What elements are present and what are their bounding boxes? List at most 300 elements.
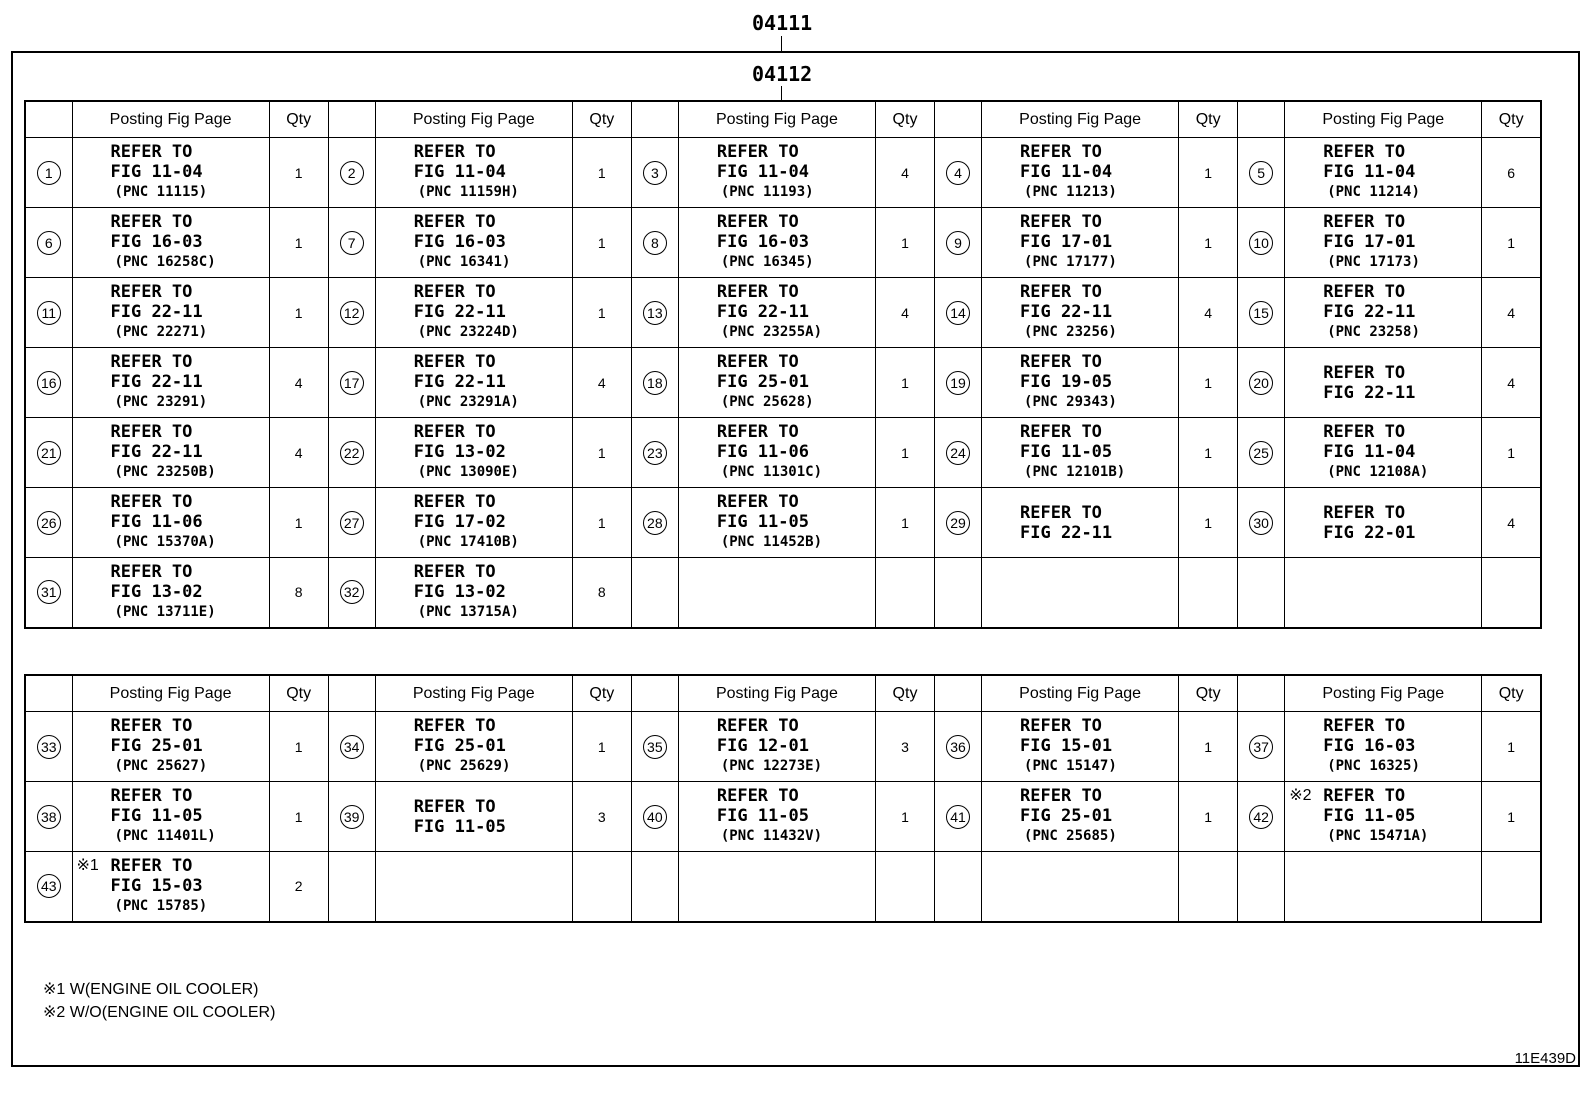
header-posting: Posting Fig Page [982, 675, 1179, 712]
refer-line: REFER TO [413, 492, 496, 512]
footnote-1: ※1 W(ENGINE OIL COOLER) [43, 981, 259, 998]
item-number-cell [631, 208, 678, 278]
refer-block [982, 422, 1178, 483]
refer-block [376, 422, 572, 483]
qty-cell: 4 [1482, 278, 1541, 348]
reference-cell [1285, 138, 1482, 208]
pnc-line: (PNC 15785) [114, 897, 208, 914]
pnc-line: (PNC 25627) [114, 758, 208, 774]
pnc-line: (PNC 11214) [1327, 184, 1420, 200]
fig-line: FIG 11-04 [716, 162, 809, 182]
item-number-cell [25, 418, 72, 488]
qty-cell: 4 [875, 138, 934, 208]
pnc-line: (PNC 11159H) [417, 184, 519, 200]
pnc-line: (PNC 15370A) [114, 534, 216, 550]
reference-cell [678, 278, 875, 348]
item-number-cell [935, 278, 982, 348]
header-qty: Qty [572, 101, 631, 138]
item-number-cell [25, 138, 72, 208]
pnc-line: (PNC 11432V) [720, 828, 823, 844]
table-row [25, 208, 1541, 278]
pnc-line: (PNC 29343) [1024, 394, 1117, 410]
header-posting: Posting Fig Page [1285, 101, 1482, 138]
table-row [25, 348, 1541, 418]
refer-line: REFER TO [716, 352, 799, 372]
table-row [25, 418, 1541, 488]
reference-cell [1285, 348, 1482, 418]
item-number-circle: 39 [340, 805, 364, 829]
item-number-circle: 4 [946, 161, 970, 185]
qty-cell: 1 [572, 278, 631, 348]
item-number-cell [935, 852, 982, 922]
pnc-line: (PNC 16325) [1327, 758, 1420, 774]
fig-line: FIG 22-11 [413, 302, 506, 322]
reference-cell [678, 488, 875, 558]
refer-line: REFER TO [413, 352, 496, 372]
reference-cell [72, 488, 269, 558]
refer-line: REFER TO [1020, 212, 1102, 232]
table-row [25, 782, 1541, 852]
qty-cell: 1 [1179, 138, 1238, 208]
qty-cell: 1 [269, 138, 328, 208]
fig-line: FIG 17-02 [413, 512, 506, 532]
reference-cell [375, 278, 572, 348]
fig-line: FIG 11-05 [413, 816, 506, 837]
header-posting: Posting Fig Page [375, 675, 572, 712]
item-number-cell [1238, 488, 1285, 558]
item-number-cell [935, 712, 982, 782]
item-number-circle: 43 [37, 874, 61, 898]
reference-cell [1285, 782, 1482, 852]
reference-cell [375, 852, 572, 922]
item-number-circle: 27 [340, 511, 364, 535]
qty-cell: 6 [1482, 138, 1541, 208]
refer-block [376, 142, 572, 203]
qty-cell: 1 [572, 488, 631, 558]
fig-line: FIG 11-04 [1323, 162, 1416, 182]
qty-cell: 1 [572, 138, 631, 208]
header-posting: Posting Fig Page [982, 101, 1179, 138]
refer-line: REFER TO [1323, 786, 1406, 806]
fig-line: FIG 11-05 [716, 512, 809, 532]
qty-cell [1482, 852, 1541, 922]
header-index [25, 101, 72, 138]
fig-line: FIG 16-03 [716, 232, 809, 252]
fig-line: FIG 22-01 [1323, 522, 1416, 543]
footnote-2: ※2 W/O(ENGINE OIL COOLER) [43, 1004, 276, 1021]
item-number-cell [328, 712, 375, 782]
qty-cell: 8 [572, 558, 631, 628]
pnc-line: (PNC 12108A) [1327, 464, 1429, 480]
reference-cell [72, 852, 269, 922]
refer-line: REFER TO [1323, 282, 1406, 302]
pnc-line: (PNC 16341) [417, 254, 511, 270]
fig-line: FIG 22-11 [413, 372, 506, 392]
pnc-line: (PNC 23258) [1327, 324, 1420, 340]
item-number-cell [1238, 712, 1285, 782]
item-number-cell [25, 558, 72, 628]
refer-line: REFER TO [110, 422, 193, 442]
item-number-circle: 33 [37, 735, 61, 759]
refer-block [376, 212, 572, 273]
refer-block [73, 422, 269, 483]
table-row [25, 712, 1541, 782]
item-number-circle: 30 [1249, 511, 1273, 535]
header-index [935, 675, 982, 712]
reference-cell [982, 418, 1179, 488]
refer-block [73, 212, 269, 273]
reference-cell [72, 348, 269, 418]
fig-line: FIG 11-04 [413, 162, 506, 182]
qty-cell: 1 [1482, 782, 1541, 852]
reference-cell [72, 208, 269, 278]
reference-cell [375, 782, 572, 852]
fig-line: FIG 22-11 [110, 442, 203, 462]
fig-line: FIG 15-01 [1020, 736, 1113, 756]
refer-block [679, 422, 875, 483]
reference-cell [982, 782, 1179, 852]
item-number-cell [1238, 558, 1285, 628]
item-number-circle: 3 [643, 161, 667, 185]
reference-cell [678, 852, 875, 922]
item-number-cell [328, 852, 375, 922]
item-number-cell [631, 782, 678, 852]
fig-line: FIG 25-01 [110, 736, 203, 756]
item-number-circle: 29 [946, 511, 970, 535]
pnc-line: (PNC 23256) [1024, 324, 1117, 340]
item-number-circle: 8 [643, 231, 667, 255]
item-number-circle: 13 [643, 301, 667, 325]
fig-line: FIG 25-01 [413, 736, 506, 756]
item-number-circle: 6 [37, 231, 61, 255]
fig-line: FIG 17-01 [1020, 232, 1113, 252]
reference-cell [375, 488, 572, 558]
header-qty: Qty [875, 101, 934, 138]
item-number-cell [1238, 208, 1285, 278]
fig-line: FIG 22-11 [110, 302, 203, 322]
qty-cell [572, 852, 631, 922]
reference-cell [72, 712, 269, 782]
item-number-circle: 14 [946, 301, 970, 325]
item-number-circle: 1 [37, 161, 61, 185]
parts-table-1 [24, 100, 1542, 629]
item-number-circle: 37 [1249, 735, 1273, 759]
refer-block [679, 282, 875, 343]
refer-block [1285, 142, 1481, 203]
pnc-line: (PNC 12273E) [720, 758, 823, 774]
qty-cell: 1 [1179, 418, 1238, 488]
fig-line: FIG 22-11 [1020, 522, 1113, 543]
fig-line: FIG 22-11 [1323, 382, 1416, 403]
parts-table-2 [24, 674, 1542, 923]
refer-line: REFER TO [413, 796, 496, 817]
qty-cell [875, 852, 934, 922]
pnc-line: (PNC 23250B) [114, 464, 216, 480]
pnc-line: (PNC 12101B) [1024, 464, 1126, 480]
item-number-cell [328, 278, 375, 348]
item-number-cell [25, 348, 72, 418]
item-number-circle: 20 [1249, 371, 1273, 395]
refer-block [376, 797, 572, 837]
qty-cell: 1 [1179, 712, 1238, 782]
pnc-line: (PNC 23291) [114, 394, 208, 410]
fig-line: FIG 22-11 [110, 372, 203, 392]
refer-line: REFER TO [1323, 142, 1406, 162]
refer-block [982, 212, 1178, 273]
fig-line: FIG 12-01 [716, 736, 809, 756]
reference-cell [982, 852, 1179, 922]
reference-cell [678, 558, 875, 628]
reference-cell [1285, 558, 1482, 628]
item-number-cell [935, 558, 982, 628]
refer-line: REFER TO [716, 716, 799, 736]
refer-line: REFER TO [1020, 142, 1102, 162]
reference-cell [982, 558, 1179, 628]
header-posting: Posting Fig Page [678, 101, 875, 138]
pnc-line: (PNC 23224D) [417, 324, 519, 340]
fig-line: FIG 11-05 [110, 806, 203, 826]
item-number-cell [631, 558, 678, 628]
table-row [25, 558, 1541, 628]
refer-line: REFER TO [110, 855, 193, 876]
table-row [25, 138, 1541, 208]
reference-cell [678, 138, 875, 208]
subassembly-code: 04112 [752, 62, 813, 86]
pnc-line: (PNC 13090E) [417, 464, 519, 480]
refer-block [982, 503, 1178, 543]
reference-cell [1285, 278, 1482, 348]
item-number-circle: 36 [946, 735, 970, 759]
reference-cell [678, 712, 875, 782]
refer-line: REFER TO [413, 422, 496, 442]
item-number-cell [328, 558, 375, 628]
refer-line: REFER TO [1020, 502, 1102, 523]
fig-line: FIG 11-06 [110, 512, 203, 532]
qty-cell: 1 [572, 418, 631, 488]
refer-line: REFER TO [1323, 422, 1406, 442]
pnc-line: (PNC 13715A) [417, 603, 519, 620]
reference-cell [678, 782, 875, 852]
refer-line: REFER TO [1323, 716, 1406, 736]
header-qty: Qty [269, 101, 328, 138]
item-number-cell [328, 418, 375, 488]
pnc-line: (PNC 16258C) [114, 254, 216, 270]
refer-block [73, 716, 269, 777]
refer-line: REFER TO [1020, 786, 1102, 806]
item-number-cell [935, 488, 982, 558]
header-posting: Posting Fig Page [1285, 675, 1482, 712]
refer-block [982, 786, 1178, 847]
qty-cell: 1 [269, 712, 328, 782]
refer-line: REFER TO [1323, 362, 1406, 383]
pnc-line: (PNC 11193) [720, 184, 814, 200]
item-number-circle: 38 [37, 805, 61, 829]
pnc-line: (PNC 11301C) [720, 464, 823, 480]
qty-cell: 4 [269, 348, 328, 418]
refer-block [376, 352, 572, 413]
refer-line: REFER TO [716, 212, 799, 232]
refer-block [679, 786, 875, 847]
qty-cell: 4 [1482, 488, 1541, 558]
item-number-cell [25, 208, 72, 278]
item-number-cell [328, 348, 375, 418]
qty-cell: 1 [1179, 488, 1238, 558]
item-number-circle: 10 [1249, 231, 1273, 255]
refer-block [679, 716, 875, 777]
item-number-cell [25, 712, 72, 782]
item-number-circle: 35 [643, 735, 667, 759]
item-number-cell [1238, 418, 1285, 488]
item-number-circle: 2 [340, 161, 364, 185]
pnc-line: (PNC 17177) [1024, 254, 1117, 270]
pnc-line: (PNC 15471A) [1327, 828, 1429, 844]
refer-line: REFER TO [716, 422, 799, 442]
fig-line: FIG 13-02 [413, 581, 506, 602]
assembly-leader-line [781, 36, 782, 51]
reference-cell [678, 418, 875, 488]
item-number-cell [935, 208, 982, 278]
item-number-cell [935, 782, 982, 852]
refer-block [982, 142, 1178, 203]
qty-cell [1179, 558, 1238, 628]
reference-cell [72, 782, 269, 852]
reference-cell [982, 712, 1179, 782]
fig-line: FIG 25-01 [716, 372, 809, 392]
qty-cell: 1 [1482, 712, 1541, 782]
qty-cell: 1 [269, 782, 328, 852]
header-posting: Posting Fig Page [72, 675, 269, 712]
refer-line: REFER TO [1020, 422, 1102, 442]
header-index [1238, 675, 1285, 712]
qty-cell: 2 [269, 852, 328, 922]
refer-line: REFER TO [1020, 716, 1102, 736]
pnc-line: (PNC 11213) [1024, 184, 1117, 200]
refer-block [73, 352, 269, 413]
subassembly-leader-line [781, 86, 782, 101]
pnc-line: (PNC 11452B) [720, 534, 823, 550]
qty-cell: 4 [572, 348, 631, 418]
table-row [25, 278, 1541, 348]
refer-block [73, 492, 269, 553]
fig-line: FIG 11-05 [1020, 442, 1113, 462]
fig-line: FIG 15-03 [110, 875, 203, 896]
refer-line: REFER TO [1323, 502, 1406, 523]
item-number-circle: 5 [1249, 161, 1273, 185]
reference-cell [1285, 208, 1482, 278]
header-qty: Qty [875, 675, 934, 712]
refer-block [1285, 282, 1481, 343]
note-mark: ※1 [76, 856, 99, 874]
refer-block [982, 282, 1178, 343]
item-number-cell [631, 348, 678, 418]
refer-line: REFER TO [1020, 352, 1102, 372]
refer-line: REFER TO [413, 716, 496, 736]
qty-cell: 4 [1179, 278, 1238, 348]
refer-line: REFER TO [1323, 212, 1406, 232]
item-number-cell [631, 418, 678, 488]
refer-line: REFER TO [110, 716, 193, 736]
refer-block [376, 562, 572, 623]
refer-block [679, 212, 875, 273]
refer-line: REFER TO [716, 142, 799, 162]
qty-cell: 8 [269, 558, 328, 628]
item-number-circle: 17 [340, 371, 364, 395]
fig-line: FIG 22-11 [1020, 302, 1113, 322]
reference-cell [375, 558, 572, 628]
pnc-line: (PNC 25628) [720, 394, 814, 410]
table-row [25, 852, 1541, 922]
refer-line: REFER TO [413, 142, 496, 162]
qty-cell: 1 [875, 782, 934, 852]
refer-block [1285, 212, 1481, 273]
pnc-line: (PNC 25629) [417, 758, 511, 774]
refer-line: REFER TO [413, 212, 496, 232]
refer-block [73, 142, 269, 203]
reference-cell [375, 138, 572, 208]
header-index [631, 101, 678, 138]
note-mark: ※2 [1289, 787, 1312, 804]
refer-line: REFER TO [716, 786, 799, 806]
refer-line: REFER TO [413, 561, 496, 582]
reference-cell [982, 138, 1179, 208]
header-qty: Qty [1482, 101, 1541, 138]
item-number-cell [1238, 852, 1285, 922]
fig-line: FIG 13-02 [110, 581, 203, 602]
qty-cell: 1 [875, 488, 934, 558]
assembly-code: 04111 [752, 11, 813, 35]
item-number-cell [631, 712, 678, 782]
header-index [25, 675, 72, 712]
item-number-circle: 22 [340, 441, 364, 465]
header-qty: Qty [269, 675, 328, 712]
refer-line: REFER TO [110, 561, 193, 582]
item-number-cell [328, 208, 375, 278]
qty-cell: 1 [269, 208, 328, 278]
header-posting: Posting Fig Page [72, 101, 269, 138]
item-number-cell [328, 488, 375, 558]
item-number-cell [631, 488, 678, 558]
refer-line: REFER TO [110, 142, 193, 162]
qty-cell: 1 [572, 208, 631, 278]
pnc-line: (PNC 13711E) [114, 603, 216, 620]
refer-block [982, 716, 1178, 777]
pnc-line: (PNC 11115) [114, 184, 208, 200]
item-number-circle: 25 [1249, 441, 1273, 465]
item-number-circle: 23 [643, 441, 667, 465]
refer-line: REFER TO [413, 282, 496, 302]
fig-line: FIG 11-05 [716, 806, 809, 826]
item-number-circle: 41 [946, 805, 970, 829]
refer-block [679, 142, 875, 203]
item-number-cell [631, 852, 678, 922]
item-number-circle: 24 [946, 441, 970, 465]
reference-cell [72, 558, 269, 628]
qty-cell [1179, 852, 1238, 922]
refer-line: REFER TO [1020, 282, 1102, 302]
reference-cell [1285, 852, 1482, 922]
item-number-circle: 18 [643, 371, 667, 395]
item-number-circle: 26 [37, 511, 61, 535]
reference-cell [678, 348, 875, 418]
item-number-cell [25, 852, 72, 922]
item-number-circle: 9 [946, 231, 970, 255]
qty-cell: 1 [1482, 208, 1541, 278]
item-number-cell [935, 418, 982, 488]
item-number-circle: 12 [340, 301, 364, 325]
item-number-circle: 7 [340, 231, 364, 255]
refer-block [1285, 716, 1481, 777]
reference-cell [982, 278, 1179, 348]
